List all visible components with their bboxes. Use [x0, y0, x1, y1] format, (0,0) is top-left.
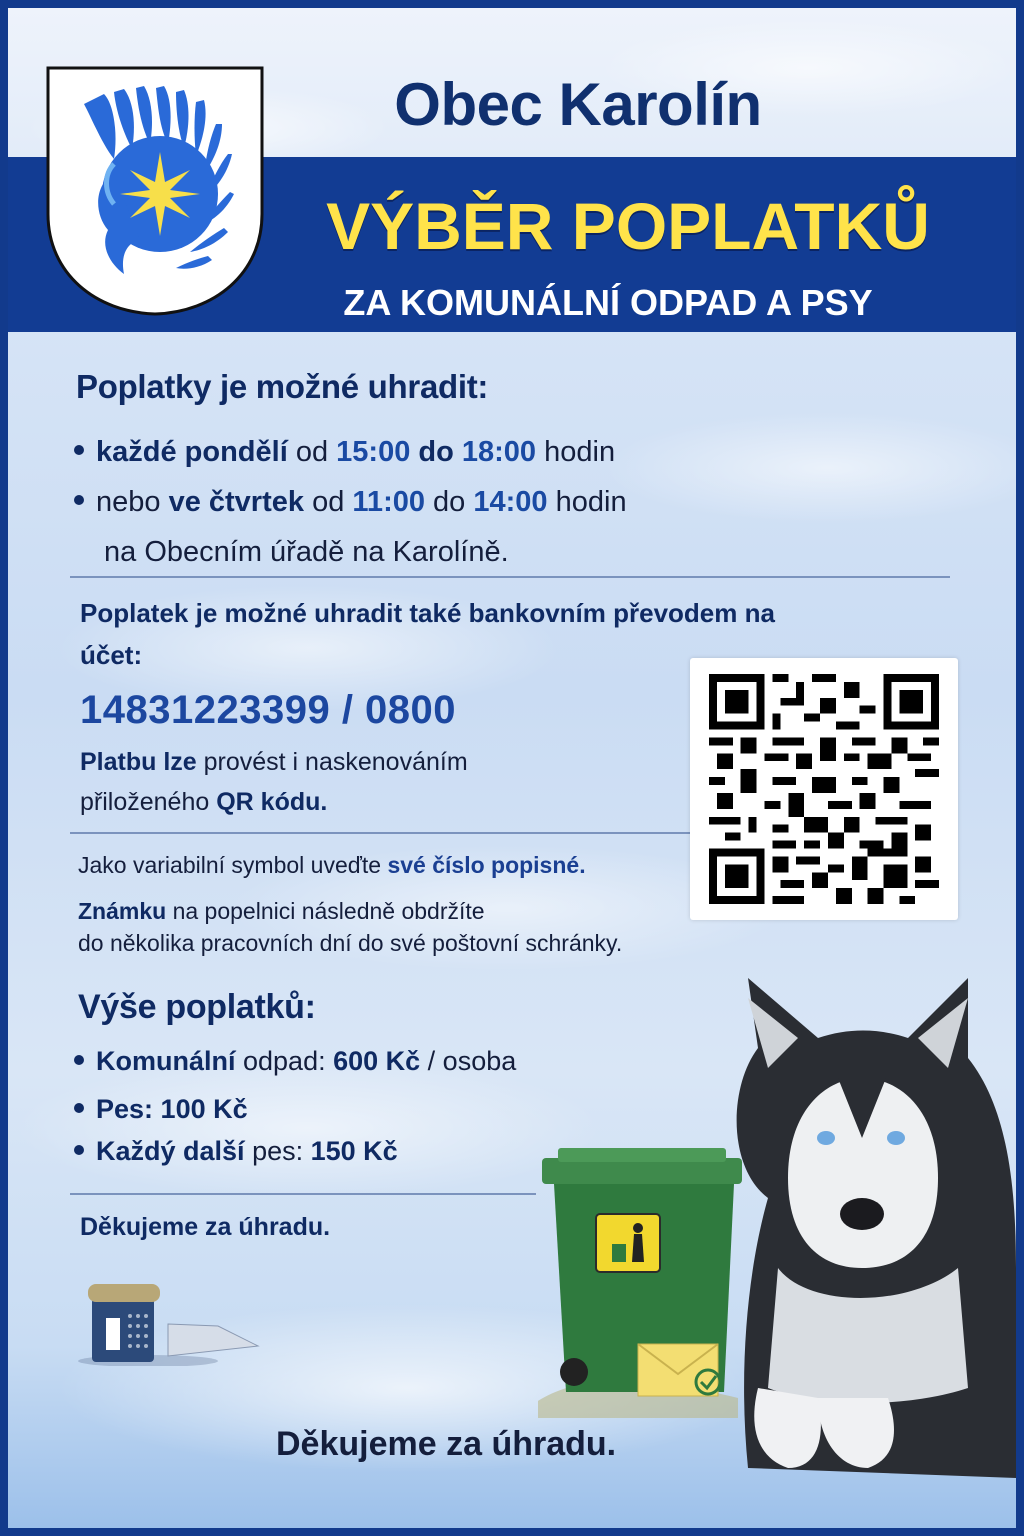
bullet-icon: [74, 445, 84, 455]
bank-account-number: 14831223399 / 0800: [80, 688, 457, 732]
fee-item-dog: Pes: 100 Kč: [74, 1094, 248, 1125]
qr-instruction-line1: Platbu lze provést i naskenováním: [80, 748, 468, 776]
bullet-icon: [74, 1103, 84, 1113]
fees-heading: Výše poplatků:: [78, 988, 316, 1026]
stamp-text-line2: do několika pracovních dní do své poštovní schránky.: [78, 930, 623, 956]
divider: [70, 1193, 536, 1195]
fee-item-waste: Komunální odpad: 600 Kč / osoba: [74, 1046, 516, 1077]
payment-hours-heading: Poplatky je možné uhradit:: [76, 368, 489, 405]
page-title: VÝBĚR POPLATKŮ: [326, 189, 930, 263]
hours-item-monday: každé pondělí od 15:00 do 18:00 hodin: [74, 436, 615, 469]
payment-qr-code-icon: [690, 658, 958, 920]
hours-location: na Obecním úřadě na Karolíně.: [104, 536, 509, 568]
bullet-icon: [74, 495, 84, 505]
thanks-text-large: Děkujeme za úhradu.: [276, 1425, 617, 1463]
qr-instruction-line2: přiloženého QR kódu.: [80, 788, 328, 816]
bank-transfer-text-line1: Poplatek je možné uhradit také bankovním převodem na: [80, 598, 775, 628]
divider: [70, 832, 690, 834]
municipal-coat-of-arms-star-icon: [44, 64, 266, 318]
bank-transfer-text-line2: účet:: [80, 640, 143, 670]
municipality-name: Obec Karolín: [394, 71, 762, 138]
bullet-icon: [74, 1145, 84, 1155]
bullet-icon: [74, 1055, 84, 1065]
thanks-text-small: Děkujeme za úhradu.: [80, 1213, 331, 1241]
fee-item-additional-dog: Každý další pes: 150 Kč: [74, 1136, 398, 1167]
small-trash-basket-icon: [78, 1276, 338, 1366]
page-subtitle: ZA KOMUNÁLNÍ ODPAD A PSY: [343, 282, 873, 323]
divider: [70, 576, 950, 578]
stamp-text-line1: Známku na popelnici následně obdržíte: [78, 898, 485, 924]
hours-item-thursday: nebo ve čtvrtek od 11:00 do 14:00 hodin: [74, 486, 627, 519]
husky-dog-icon: [708, 968, 1016, 1478]
variable-symbol-text: Jako variabilní symbol uveďte své číslo popisné.: [78, 852, 586, 878]
poster-frame: [8, 8, 1016, 1528]
